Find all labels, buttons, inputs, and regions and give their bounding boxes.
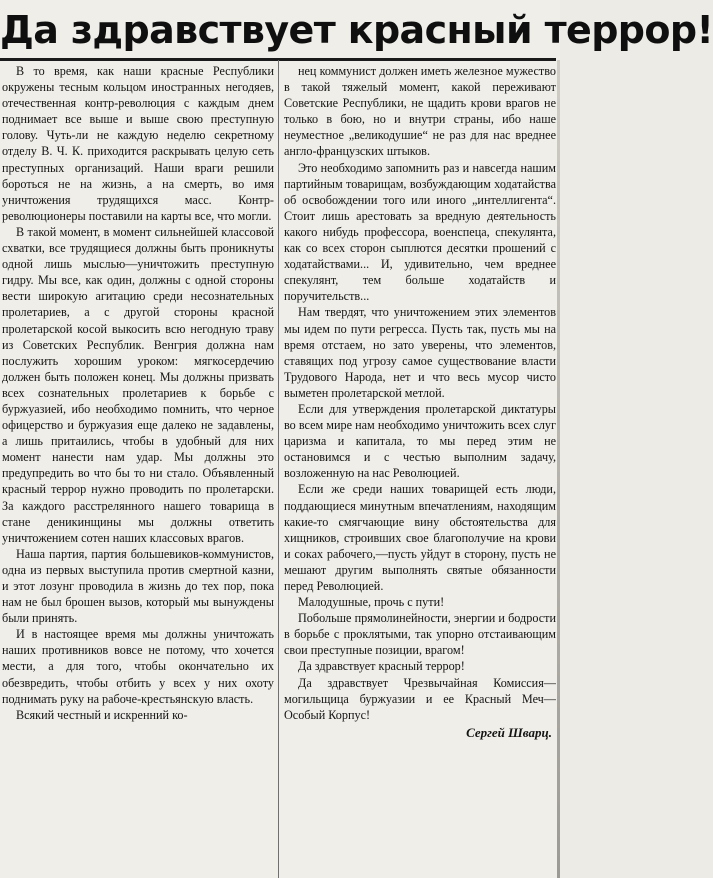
paragraph: Это необходимо запомнить раз и навсегда нашим партийным товарищам, возбуждающим ходатайства об освобождении того или иного „интеллигента“. Стоит лишь арестовать за вредную деятельность какого нибудь профессора, военспеца, спекулянта, как со всех сторон сыплются десятки прошений с ходатайствами... И, удивительно, чем вреднее спекулянт, тем больше ходатайств и поручительств... bbox=[284, 160, 556, 304]
paragraph: Если же среди наших товарищей есть люди, поддающиеся минутным впечатлениям, находящим какие-то смягчающие вину обстоятельства для хищников, строивших свое благополучие на крови и соках рабочего,—пусть уйдут в сторону, пусть не мешают другим выполнять святые обязанности перед Революцией. bbox=[284, 482, 556, 593]
paragraph: Побольше прямолинейности, энергии и бодрости в борьбе с проклятыми, так упорно отстаивающим свои преступные позиции, врагом! bbox=[284, 611, 556, 658]
article-left-column bbox=[2, 63, 274, 723]
headline: Да здравствует красный террор! bbox=[0, 8, 713, 52]
column-divider bbox=[278, 60, 279, 878]
paragraph: Да здравствует красный террор! bbox=[298, 659, 465, 674]
author-signature: Сергей Шварц. bbox=[466, 724, 552, 740]
paragraph: Нам твердят, что уничтожением этих элементов мы идем по пути регресса. Пусть так, пусть мы на время отстаем, но зато уверены, что элементов, ставящих под угрозу самое существование власти Трудового Народа, нет и что весь мусор чисто выметен пролетарской метлой. bbox=[284, 305, 556, 400]
paragraph: В такой момент, в момент сильнейшей классовой схватки, все трудящиеся должны быть проникнуты одной лишь мыслью—уничтожить преступную гидру. Мы все, как один, должны с одной стороны вести широкую агитацию среди несознательных пролетариев, а с другой стороны красной пролетарской косой выкосить всю негодную траву из Советских Республик. Венгрия должна нам послужить хорошим уроком: мягкосердечию должен быть положен конец. Мы должны призвать всех сознательных пролетариев к борьбе с буржуазией, ибо необходимо помнить, что черное офицерство и буржуазия еще далеко не задавлены, а лишь притаились, чтобы в удобный для них момент нанести нам удар. Мы должны это предупредить во что бы то ни стало. Объявленный красный террор нужно проводить по пролетарски. За каждого расстрелянного нашего товарища в стане деникинщины мы должны ответить уничтожением сотен наших классовых врагов. bbox=[2, 224, 274, 545]
article-right-column bbox=[284, 63, 556, 741]
page-edge-shadow bbox=[557, 60, 560, 878]
paragraph: В то время, как наши красные Республики окружены тесным кольцом иностранных негодяев, отечественная контр-революция с каждым днем поднимает все выше и выше свою преступную голову. Чуть-ли не каждую неделю секретному отделу В. Ч. К. приходится раскрывать целую сеть преступных организаций. Наши враги решили бороться не на жизнь, а на смерть, во имя уничтожения трудящихся масс. Контр-революционеры поставили на карты все, что могли. bbox=[2, 64, 274, 223]
paragraph: Наша партия, партия большевиков-коммунистов, одна из первых выступила против смертной казни, и этот лозунг проводила в жизнь до тех пор, пока нам не был брошен вызов, который мы вынуждены были принять. bbox=[2, 546, 274, 626]
paragraph: И в настоящее время мы должны уничтожать наших противников вовсе не потому, что хочется мести, а для того, чтобы окончательно их обезвредить, чтобы отбить у всех у них охоту поднимать руку на рабоче-крестьянскую власть. bbox=[2, 627, 274, 706]
paragraph: нец коммунист должен иметь железное мужество в такой тяжелый момент, какой переживают Советские Республики, не щадить крови врагов не только в бою, но и внутри страны, ибо наше неуместное „великодушие“ не раз для нас вреднее англо-французских штыков. bbox=[284, 64, 556, 159]
paragraph: Всякий честный и искренний ко- bbox=[16, 707, 188, 722]
paragraph: Да здравствует Чрезвычайная Комиссия—могильщица буржуазии и ее Красный Меч—Особый Корпус! bbox=[284, 675, 556, 722]
paragraph: Если для утверждения пролетарской диктатуры во всем мире нам необходимо уничтожить всех слуг царизма и капитала, то мы перед этим не остановимся и с честью выполним задачу, возложенную на нас Революцией. bbox=[284, 401, 556, 481]
paragraph: Малодушные, прочь с пути! bbox=[298, 595, 445, 610]
